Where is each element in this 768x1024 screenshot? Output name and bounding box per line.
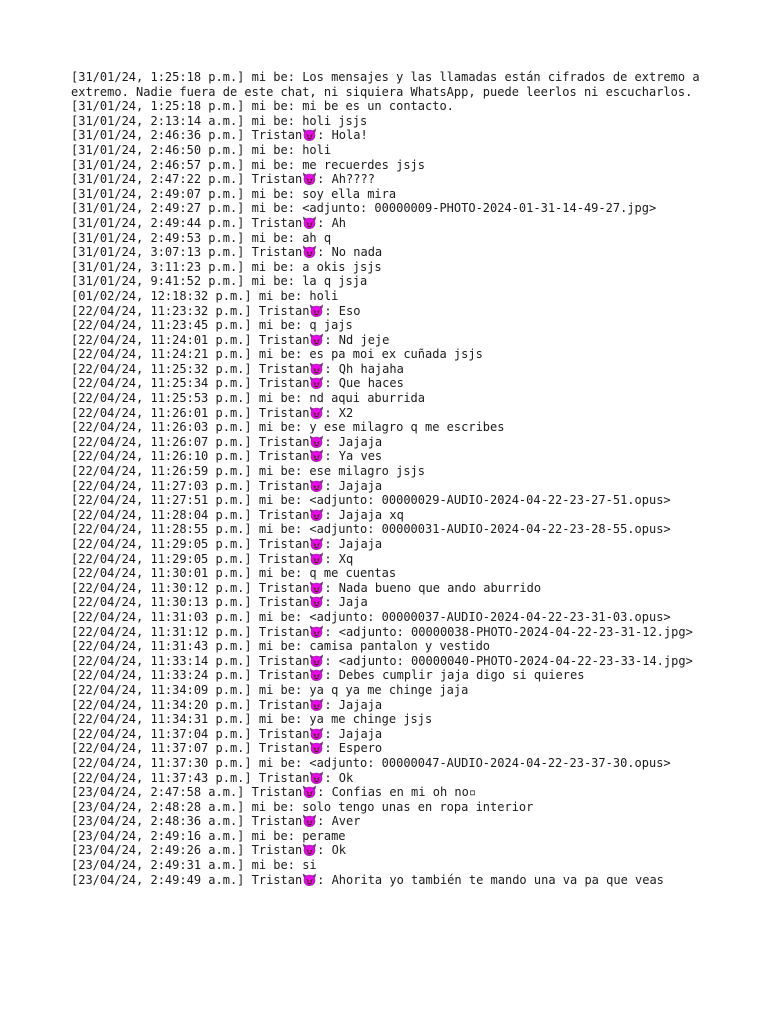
chat-message-line: [22/04/24, 11:33:14 p.m.] Tristan😈: <adjunto: 00000040-PHOTO-2024-04-22-23-33-14.jpg> (71, 653, 693, 668)
chat-message-line: [23/04/24, 2:49:31 a.m.] mi be: si (71, 858, 317, 873)
chat-message-line: [23/04/24, 2:48:28 a.m.] mi be: solo tengo unas en ropa interior (71, 799, 534, 814)
chat-message-line: [22/04/24, 11:24:21 p.m.] mi be: es pa moi ex cuñada jsjs (71, 347, 483, 362)
chat-message-line: [22/04/24, 11:30:12 p.m.] Tristan😈: Nada bueno que ando aburrido (71, 580, 542, 595)
chat-message-line: [22/04/24, 11:26:59 p.m.] mi be: ese milagro jsjs (71, 464, 426, 479)
chat-message-line: [22/04/24, 11:23:45 p.m.] mi be: q jajs (71, 318, 353, 333)
chat-message-line: [22/04/24, 11:31:43 p.m.] mi be: camisa pantalon y vestido (71, 639, 491, 654)
chat-message-line: [31/01/24, 2:47:22 p.m.] Tristan😈: Ah???? (71, 172, 375, 187)
chat-message-line: [31/01/24, 2:46:36 p.m.] Tristan😈: Hola! (71, 128, 368, 143)
chat-message-line: [22/04/24, 11:31:03 p.m.] mi be: <adjunto: 00000037-AUDIO-2024-04-22-23-31-03.opus> (71, 609, 671, 624)
chat-message-line: [31/01/24, 2:46:50 p.m.] mi be: holi (71, 142, 332, 157)
chat-message-line: [31/01/24, 1:25:18 p.m.] mi be: Los mensajes y las llamadas están cifrados de extremo a extremo. Nadie fuera de este chat, ni siquiera WhatsApp, puede leerlos ni escucharlos. (71, 70, 707, 99)
chat-message-line: [31/01/24, 2:46:57 p.m.] mi be: me recuerdes jsjs (71, 157, 426, 172)
chat-message-line: [22/04/24, 11:33:24 p.m.] Tristan😈: Debes cumplir jaja digo si quieres (71, 668, 585, 683)
chat-message-line: [22/04/24, 11:26:10 p.m.] Tristan😈: Ya ves (71, 449, 383, 464)
chat-message-line: [22/04/24, 11:30:01 p.m.] mi be: q me cuentas (71, 566, 397, 581)
chat-message-line: [22/04/24, 11:37:43 p.m.] Tristan😈: Ok (71, 770, 354, 785)
chat-message-line: [22/04/24, 11:25:34 p.m.] Tristan😈: Que haces (71, 376, 404, 391)
chat-message-line: [31/01/24, 3:11:23 p.m.] mi be: a okis jsjs (71, 259, 382, 274)
chat-message-line: [22/04/24, 11:28:55 p.m.] mi be: <adjunto: 00000031-AUDIO-2024-04-22-23-28-55.opus> (71, 522, 671, 537)
chat-message-line: [22/04/24, 11:26:03 p.m.] mi be: y ese milagro q me escribes (71, 420, 505, 435)
chat-message-line: [23/04/24, 2:47:58 a.m.] Tristan😈: Confias en mi oh no▫ (71, 785, 477, 800)
chat-message-line: [31/01/24, 2:49:27 p.m.] mi be: <adjunto: 00000009-PHOTO-2024-01-31-14-49-27.jpg> (71, 201, 657, 216)
chat-message-line: [22/04/24, 11:26:01 p.m.] Tristan😈: X2 (71, 405, 354, 420)
chat-message-line: [22/04/24, 11:34:20 p.m.] Tristan😈: Jajaja (71, 697, 383, 712)
chat-message-line: [22/04/24, 11:24:01 p.m.] Tristan😈: Nd jeje (71, 332, 390, 347)
chat-message-line: [22/04/24, 11:37:30 p.m.] mi be: <adjunto: 00000047-AUDIO-2024-04-22-23-37-30.opus> (71, 755, 671, 770)
chat-message-line: [22/04/24, 11:25:53 p.m.] mi be: nd aqui aburrida (71, 391, 426, 406)
chat-message-line: [22/04/24, 11:26:07 p.m.] Tristan😈: Jajaja (71, 434, 383, 449)
chat-message-line: [01/02/24, 12:18:32 p.m.] mi be: holi (71, 288, 339, 303)
chat-message-line: [22/04/24, 11:37:07 p.m.] Tristan😈: Espero (71, 741, 383, 756)
chat-message-line: [22/04/24, 11:23:32 p.m.] Tristan😈: Eso (71, 303, 361, 318)
chat-message-line: [22/04/24, 11:29:05 p.m.] Tristan😈: Xq (71, 551, 354, 566)
chat-message-line: [22/04/24, 11:25:32 p.m.] Tristan😈: Qh hajaha (71, 361, 404, 376)
chat-transcript (71, 70, 711, 887)
chat-message-line: [23/04/24, 2:49:16 a.m.] mi be: perame (71, 828, 346, 843)
chat-message-line: [23/04/24, 2:48:36 a.m.] Tristan😈: Aver (71, 814, 361, 829)
chat-message-line: [22/04/24, 11:27:03 p.m.] Tristan😈: Jajaja (71, 478, 383, 493)
chat-message-line: [22/04/24, 11:34:09 p.m.] mi be: ya q ya me chinge jaja (71, 682, 469, 697)
chat-message-line: [22/04/24, 11:31:12 p.m.] Tristan😈: <adjunto: 00000038-PHOTO-2024-04-22-23-31-12.jpg> (71, 624, 693, 639)
chat-message-line: [22/04/24, 11:34:31 p.m.] mi be: ya me chinge jsjs (71, 712, 433, 727)
chat-message-line: [22/04/24, 11:37:04 p.m.] Tristan😈: Jajaja (71, 726, 383, 741)
chat-message-line: [31/01/24, 2:13:14 a.m.] mi be: holi jsjs (71, 113, 368, 128)
chat-message-line: [31/01/24, 3:07:13 p.m.] Tristan😈: No nada (71, 245, 383, 260)
chat-message-line: [22/04/24, 11:30:13 p.m.] Tristan😈: Jaja (71, 595, 368, 610)
chat-message-line: [31/01/24, 1:25:18 p.m.] mi be: mi be es un contacto. (71, 99, 454, 114)
chat-message-line: [31/01/24, 9:41:52 p.m.] mi be: la q jsja (71, 274, 368, 289)
chat-message-line: [23/04/24, 2:49:26 a.m.] Tristan😈: Ok (71, 843, 347, 858)
chat-message-line: [23/04/24, 2:49:49 a.m.] Tristan😈: Ahorita yo también te mando una va pa que veas (71, 872, 664, 887)
chat-message-line: [31/01/24, 2:49:53 p.m.] mi be: ah q (71, 230, 332, 245)
chat-message-line: [22/04/24, 11:29:05 p.m.] Tristan😈: Jajaja (71, 537, 383, 551)
chat-message-line: [31/01/24, 2:49:44 p.m.] Tristan😈: Ah (71, 215, 347, 230)
chat-message-line: [22/04/24, 11:27:51 p.m.] mi be: <adjunto: 00000029-AUDIO-2024-04-22-23-27-51.opus> (71, 493, 671, 508)
chat-message-line: [22/04/24, 11:28:04 p.m.] Tristan😈: Jajaja xq (71, 507, 404, 522)
chat-message-line: [31/01/24, 2:49:07 p.m.] mi be: soy ella mira (71, 186, 397, 201)
